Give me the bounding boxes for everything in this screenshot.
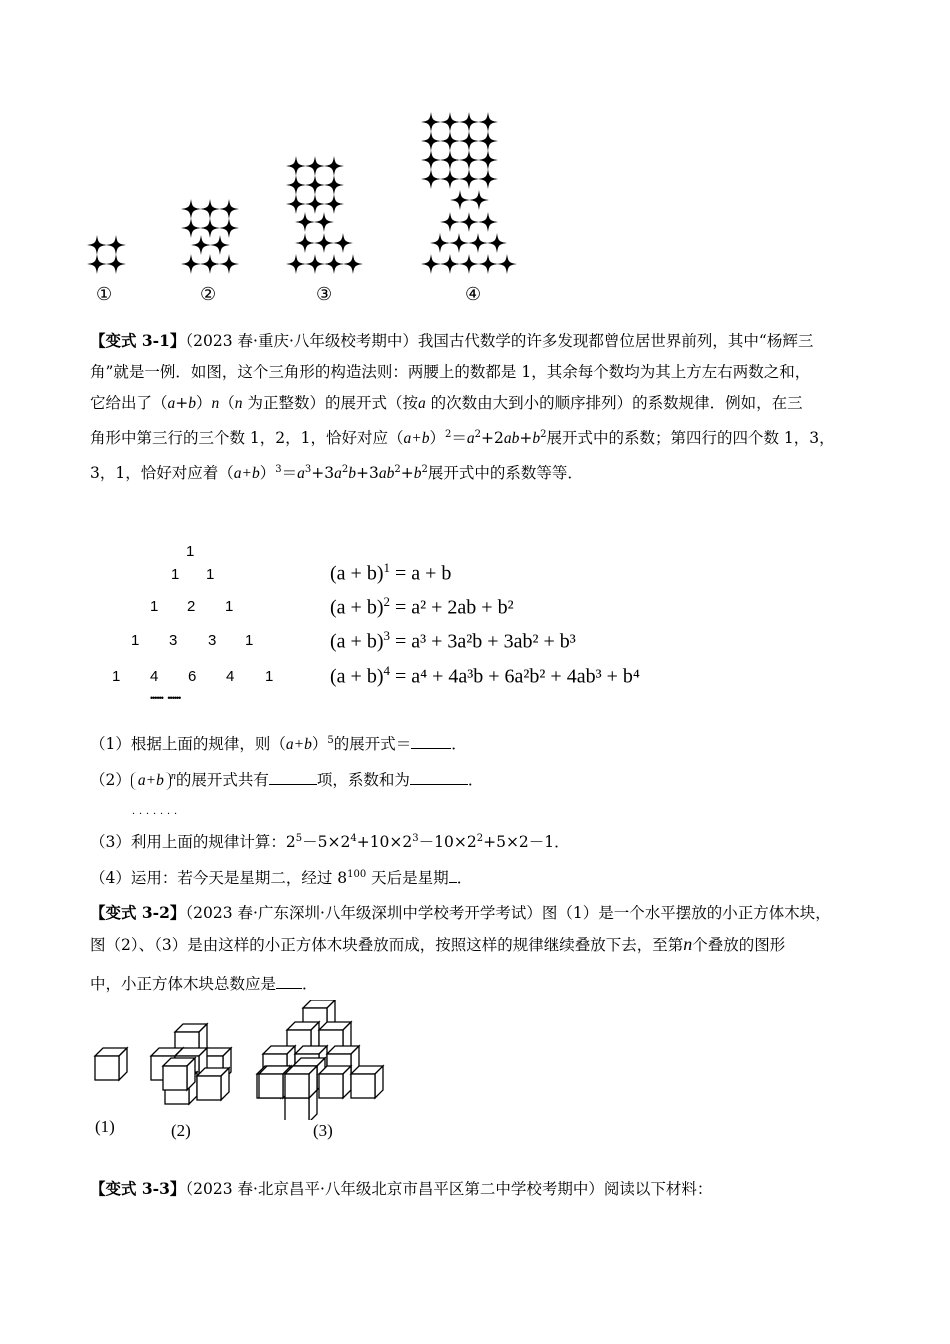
cube-block [285, 1066, 317, 1098]
question-3-3: 【变式 3-3】（2023 春·北京昌平·八年级北京市昌平区第二中学校考期中）阅读以下材料： [90, 1179, 713, 1198]
answer-blank-32[interactable] [276, 974, 302, 989]
q31-tag: 【变式 3-1】 [90, 331, 186, 350]
equation-2: $(a + b)^2 = a^2 + 2ab + b^2$ [330, 594, 514, 619]
emphasis-dots: ．．．．．．． [132, 806, 186, 817]
star-icon [421, 112, 441, 132]
star-icon [421, 150, 441, 170]
q32-line2: 图（2）、（3）是由这样的小正方体木块叠放而成，按照这样的规律继续叠放下去，至第n个叠放的图形 [90, 934, 786, 954]
figure1-label-3: ③ [316, 284, 333, 304]
star-pattern-3 [286, 156, 363, 274]
cube-stack-3 [257, 1000, 383, 1120]
star-icon [478, 150, 498, 170]
pascal-cell: 1 [131, 632, 140, 649]
sub-question-1: （1）根据上面的规律，则$(a+b)^5$的展开式＝ ． [90, 735, 467, 753]
star-icon [219, 199, 239, 219]
cube-block [95, 1048, 127, 1080]
star-icon [440, 150, 460, 170]
star-pattern-1 [87, 235, 126, 274]
pascal-cell: 4 [150, 668, 159, 685]
pascal-cell: 1 [171, 566, 180, 583]
star-icon [286, 254, 306, 274]
star-icon [459, 112, 479, 132]
cube-block [319, 1066, 351, 1098]
pascal-cell: 2 [187, 598, 196, 615]
answer-blank-2b[interactable] [410, 770, 468, 785]
answer-blank-1[interactable] [411, 734, 451, 749]
q31-line1 [90, 325, 870, 357]
sub-question-3: （3）利用上面的规律计算：$2^5-5\times 2^4+10\times 2^3-10\times 2^2+5\times 2-1$． [90, 833, 570, 851]
figure2-label-3: (3) [313, 1121, 333, 1140]
pascal-cell: 1 [150, 598, 159, 615]
answer-blank-2a[interactable] [269, 770, 317, 785]
q31-line4: 角形中第三行的三个数 1，2，1，恰好对应$(a+b)^2=a^2+2ab+b^2$展开式中的系数；第四行的四个数 1，3， [90, 429, 835, 447]
star-icon [87, 235, 107, 255]
pascal-cell: 1 [265, 668, 274, 685]
figure1-label-2: ② [200, 284, 217, 304]
star-icon [295, 212, 315, 232]
star-icon [459, 150, 479, 170]
q31-line3: 它给出了（a+b）n（n 为正整数）的展开式（按a 的次数由大到小的顺序排列）的系数规律．例如，在三 [90, 394, 803, 412]
star-pattern-4 [421, 112, 517, 274]
q32-line3: 中，小正方体木块总数应是 ． [90, 975, 318, 993]
star-icon [106, 235, 126, 255]
star-icon [324, 175, 344, 195]
cube-block [351, 1066, 383, 1098]
q32-tag: 【变式 3-2】 [90, 903, 186, 922]
equation-3: $(a + b)^3 = a^3 + 3a^2b + 3ab^2 + b^3$ [330, 628, 576, 653]
pascal-cell: 1 [186, 543, 195, 560]
star-icon [106, 254, 126, 274]
star-pattern-2 [181, 199, 239, 274]
figure2-label-1: (1) [95, 1117, 115, 1136]
star-icon [305, 156, 325, 176]
star-icon [324, 156, 344, 176]
q31-text: 我国古代数学的许多发现都曾位居世界前列，其中“杨辉三 [417, 332, 814, 350]
q31-line2: 角”就是一例．如图，这个三角形的构造法则：两腰上的数都是 1，其余每个数均为其上方左右两数之和， [90, 363, 811, 381]
star-icon [449, 233, 469, 253]
pascal-cell: 4 [226, 668, 235, 685]
pascal-cell: 1 [245, 632, 254, 649]
star-icon [286, 156, 306, 176]
star-icon [459, 169, 479, 189]
equation-1: $(a + b)^1 = a + b$ [330, 560, 452, 585]
star-icon [87, 254, 107, 274]
star-icon [459, 254, 479, 274]
figure1-label-4: ④ [465, 284, 482, 304]
star-icon [305, 194, 325, 214]
sub-question-2: （2） a+b $^n$的展开式共有 项，系数和为 ． [90, 771, 484, 789]
star-icon [333, 233, 353, 253]
star-icon [440, 212, 460, 232]
star-icon [219, 218, 239, 238]
star-icon [295, 233, 315, 253]
pascal-cell: 1 [206, 566, 215, 583]
q33-tag: 【变式 3-3】 [90, 1179, 186, 1198]
pascal-cell: 1 [225, 598, 234, 615]
star-icon [478, 254, 498, 274]
star-icon [497, 254, 517, 274]
pascal-dots: •••••• •••••• [150, 693, 181, 703]
star-icon [200, 254, 220, 274]
cube-block [197, 1068, 229, 1100]
star-icon [440, 112, 460, 132]
star-icon [487, 233, 507, 253]
star-icon [181, 218, 201, 238]
star-icon [478, 131, 498, 151]
pascal-cell: 1 [112, 668, 121, 685]
sub-question-4: （4）运用：若今天是星期二，经过 $8^{100}$ 天后是星期 ． [90, 869, 473, 887]
star-pattern-figure [80, 105, 540, 285]
q31-source: （2023 春·重庆·八年级校考期中） [185, 332, 418, 350]
star-icon [421, 254, 441, 274]
figure2-label-2: (2) [171, 1121, 191, 1140]
star-icon [200, 199, 220, 219]
star-icon [459, 131, 479, 151]
figure1-label-1: ① [96, 284, 113, 304]
star-icon [314, 212, 334, 232]
star-icon [286, 175, 306, 195]
cube-stack-figure [85, 1000, 405, 1120]
cube-stack-1 [95, 1048, 127, 1080]
star-icon [468, 233, 488, 253]
star-icon [343, 254, 363, 274]
star-icon [210, 235, 230, 255]
cube-stack-2 [151, 1024, 231, 1104]
binomial-expression: a+b [131, 772, 171, 790]
star-icon [440, 169, 460, 189]
star-icon [324, 194, 344, 214]
star-icon [181, 254, 201, 274]
star-icon [430, 233, 450, 253]
pascal-cell: 6 [188, 668, 197, 685]
star-icon [469, 190, 489, 210]
question-3-1 [90, 325, 870, 489]
star-icon [440, 131, 460, 151]
pascal-cell: 3 [208, 632, 217, 649]
star-icon [314, 233, 334, 253]
star-icon [421, 169, 441, 189]
star-icon [459, 212, 479, 232]
star-icon [191, 235, 211, 255]
q31-line5: 3，1，恰好对应着$(a+b)^3=a^3+3a^2b+3ab^2+b^2$展开式中的系数等等． [90, 464, 583, 482]
star-icon [421, 131, 441, 151]
star-icon [305, 254, 325, 274]
star-icon [450, 190, 470, 210]
question-3-2 [90, 897, 870, 1000]
equation-4: $(a + b)^4 = a^4 + 4a^3b + 6a^2b^2 + 4ab^3 + b^4$ [330, 663, 640, 688]
star-icon [478, 212, 498, 232]
answer-blank-4[interactable] [449, 868, 457, 883]
star-icon [286, 194, 306, 214]
cube-block [163, 1058, 195, 1090]
star-icon [440, 254, 460, 274]
star-icon [181, 199, 201, 219]
star-icon [200, 218, 220, 238]
star-icon [324, 254, 344, 274]
star-icon [219, 254, 239, 274]
star-icon [478, 169, 498, 189]
q32-line1: 【变式 3-2】（2023 春·广东深圳·八年级深圳中学校考开学考试）图（1）是一个水平摆放的小正方体木块， [90, 903, 831, 922]
pascal-cell: 3 [169, 632, 178, 649]
star-icon [305, 175, 325, 195]
star-icon [478, 112, 498, 132]
